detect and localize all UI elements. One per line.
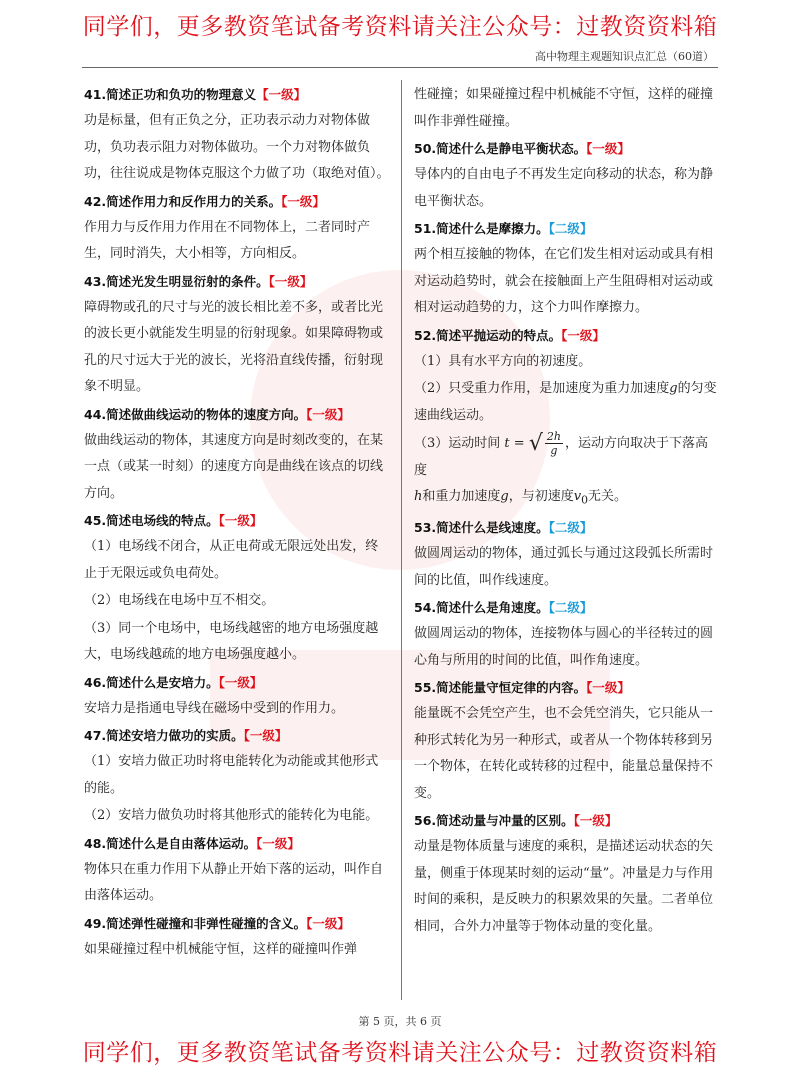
answer-47-point-1: （1）安培力做正功时将电能转化为动能或其他形式的能。 [84, 754, 379, 796]
answer-50: 导体内的自由电子不再发生定向移动的状态，称为静电平衡状态。 [414, 167, 714, 209]
question-43: 43.简述光发生明显衍射的条件。【一级】 [84, 273, 313, 289]
level-badge: 【一级】 [586, 680, 630, 696]
level-badge: 【二级】 [548, 520, 593, 536]
question-52: 52.简述平抛运动的特点。【一级】 [414, 327, 605, 343]
column-divider [401, 80, 402, 1000]
answer-55: 能量既不会凭空产生，也不会凭空消失，它只能从一种形式转化为另一种形式，或者从一个物体转移到另一个物体，在转化或转移的过程中，能量总量保持不变。 [414, 706, 714, 801]
question-56: 56.简述动量与冲量的区别。【一级】 [414, 813, 618, 829]
question-48: 48.简述什么是自由落体运动。【一级】 [84, 835, 300, 851]
level-badge: 【一级】 [268, 273, 313, 289]
answer-56: 动量是物体质量与速度的乘积，是描述运动状态的矢量，侧重于体现某时刻的运动“量”。冲量是力与作用时间的乘积，是反映力的积累效果的矢量。二者单位相同，合外力冲量等于物体动量的变化量。 [414, 839, 714, 934]
level-badge: 【一级】 [306, 406, 350, 422]
level-badge: 【一级】 [256, 87, 307, 102]
answer-51: 两个相互接触的物体，在它们发生相对运动或具有相对运动趋势时，就会在接触面上产生阻碍相对运动或相对运动趋势的力，这个力叫作摩擦力。 [414, 247, 714, 315]
answer-45-point-2: （2）电场线在电场中互不相交。 [84, 593, 275, 608]
answer-54: 做圆周运动的物体，连接物体与圆心的半径转过的圆心角与所用的时间的比值，叫作角速度。 [414, 626, 714, 668]
answer-46: 安培力是指通电导线在磁场中受到的作用力。 [84, 700, 345, 716]
answer-41: 功是标量，但有正负之分，正功表示动力对物体做功，负功表示阻力对物体做功。一个力对物体做负功，往往说成是物体克服这个力做了功（取绝对值）。 [84, 113, 390, 181]
question-53: 53.简述什么是线速度。【二级】 [414, 520, 593, 536]
page-number: 第 5 页，共 6 页 [358, 1015, 442, 1028]
sqrt-formula: √ $\frac{2h}{g}$ [528, 430, 561, 457]
question-54: 54.简述什么是角速度。【二级】 [414, 600, 593, 616]
header-rule [82, 67, 718, 68]
bottom-banner: 同学们，更多教资笔试备考资料请关注公众号：过教资资料箱 [82, 1040, 718, 1066]
answer-49-part-2: 性碰撞；如果碰撞过程中机械能不守恒，这样的碰撞叫作非弹性碰撞。 [414, 87, 714, 129]
answer-53: 做圆周运动的物体，通过弧长与通过这段弧长所需时间的比值，叫作线速度。 [414, 546, 714, 588]
level-badge: 【一级】 [586, 141, 630, 156]
level-badge: 【一级】 [306, 915, 350, 931]
question-55: 55.简述能量守恒定律的内容。【一级】 [414, 680, 630, 696]
level-badge: 【二级】 [548, 600, 593, 616]
answer-52-point-1: （1）具有水平方向的初速度。 [414, 353, 592, 369]
question-47: 47.简述安培力做功的实质。【一级】 [84, 728, 288, 743]
left-column [84, 82, 390, 964]
question-46: 46.简述什么是安培力。【一级】 [84, 674, 263, 690]
question-51: 51.简述什么是摩擦力。【二级】 [414, 221, 593, 236]
top-banner: 同学们，更多教资笔试备考资料请关注公众号：过教资资料箱 [82, 14, 718, 40]
level-badge: 【一级】 [281, 193, 325, 209]
level-badge: 【一级】 [243, 728, 288, 743]
level-badge: 【一级】 [218, 513, 263, 528]
level-badge: 【一级】 [561, 327, 605, 343]
answer-45-point-3: （3）同一个电场中，电场线越密的地方电场强度越大，电场线越疏的地方电场强度越小。 [84, 620, 379, 662]
question-44: 44.简述做曲线运动的物体的速度方向。【一级】 [84, 406, 350, 422]
answer-49-part-1: 如果碰撞过程中机械能守恒，这样的碰撞叫作弹 [84, 941, 358, 957]
level-badge: 【二级】 [548, 221, 593, 236]
answer-47-point-2: （2）安培力做负功时将其他形式的能转化为电能。 [84, 808, 379, 823]
answer-44: 做曲线运动的物体，其速度方向是时刻改变的，在某一点（或某一时刻）的速度方向是曲线在该点的切线方向。 [84, 432, 384, 501]
question-42: 42.简述作用力和反作用力的关系。【一级】 [84, 193, 325, 209]
question-45: 45.简述电场线的特点。【一级】 [84, 513, 263, 528]
answer-45-point-1: （1）电场线不闭合，从正电荷或无限远处出发，终止于无限远或负电荷处。 [84, 539, 379, 581]
header-subtitle: 高中物理主观题知识点汇总（60道） [535, 50, 714, 63]
level-badge: 【一级】 [573, 813, 618, 829]
answer-42: 作用力与反作用力作用在不同物体上，二者同时产生，同时消失，大小相等，方向相反。 [84, 219, 371, 261]
question-50: 50.简述什么是静电平衡状态。【一级】 [414, 141, 630, 156]
answer-52-point-3: （3）运动时间 t = √ $\frac{2h}{g}$ ，运动方向取决于下落高度 h和重力加速度g，与初速度$v_0$无关。 [414, 430, 708, 507]
right-column [414, 82, 720, 941]
level-badge: 【一级】 [218, 674, 263, 690]
answer-52-point-2: （2）只受重力作用，是加速度为重力加速度g的匀变速曲线运动。 [414, 381, 717, 423]
answer-43: 障碍物或孔的尺寸与光的波长相比差不多，或者比光的波长更小就能发生明显的衍射现象。如果障碍物或孔的尺寸远大于光的波长，光将沿直线传播，衍射现象不明显。 [84, 299, 384, 394]
level-badge: 【一级】 [256, 835, 300, 851]
answer-48: 物体只在重力作用下从静止开始下落的运动，叫作自由落体运动。 [84, 861, 384, 903]
question-41: 41.简述正功和负功的物理意义【一级】 [84, 87, 307, 102]
question-49: 49.简述弹性碰撞和非弹性碰撞的含义。【一级】 [84, 915, 350, 931]
